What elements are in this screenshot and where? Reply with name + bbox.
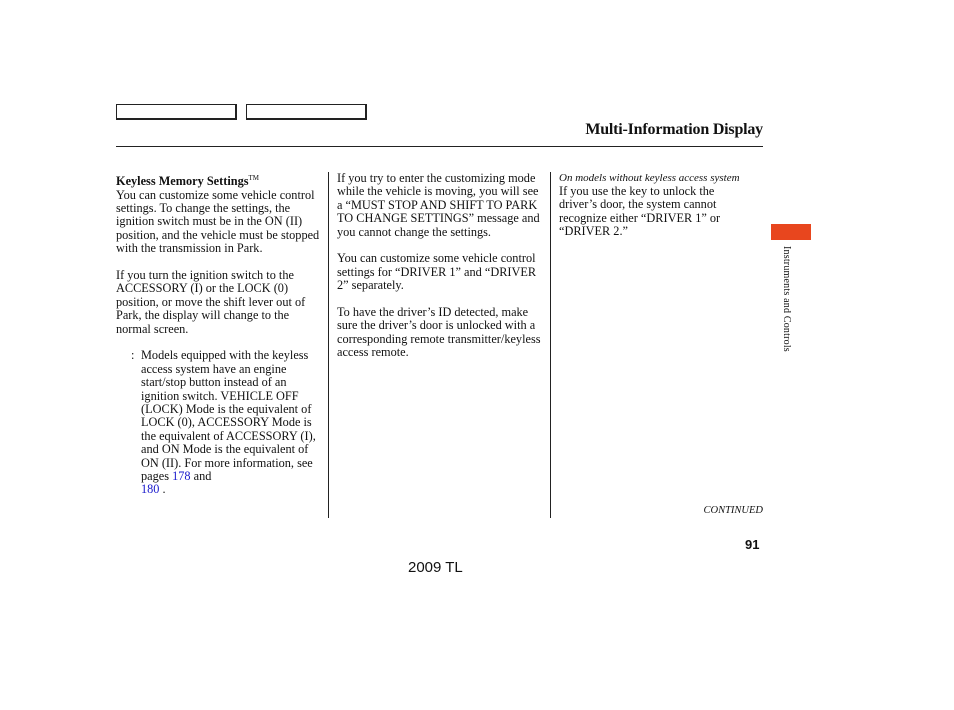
section-side-label: Instruments and Controls [781, 246, 792, 352]
footnote [116, 349, 321, 496]
paragraph: To have the driver’s ID detected, make sure the driver’s door is unlocked with a corresponding remote transmitter/keyless access remote. [337, 305, 541, 360]
column-1 [116, 172, 321, 497]
trademark-mark: TM [248, 174, 260, 182]
section-heading-text: Keyless Memory Settings [116, 174, 249, 189]
paragraph: If you try to enter the customizing mode while the vehicle is moving, you will see a “MUST STOP AND SHIFT TO PARK TO CHANGE SETTINGS” message and you cannot change the settings. [337, 171, 540, 239]
paragraph: If you turn the ignition switch to the ACCESSORY (I) or the LOCK (0) position, or move the shift lever out of Park, the display will change to the normal screen. [116, 267, 306, 336]
column-divider [328, 172, 329, 518]
paragraph: If you use the key to unlock the driver’s door, the system cannot recognize either “DRIVER 1” or “DRIVER 2.” [559, 184, 721, 239]
footnote-end: . [159, 482, 166, 497]
section-color-tab [771, 224, 811, 240]
page-title: Multi-Information Display [585, 121, 763, 138]
column-divider [550, 172, 551, 518]
nav-tab-previous[interactable] [116, 104, 237, 120]
paragraph: You can customize some vehicle control settings for “DRIVER 1” and “DRIVER 2” separately. [337, 251, 537, 293]
footnote-text: Models equipped with the keyless access system have an engine start/stop button instead of an ignition switch. VEHICLE OFF (LOCK) Mode is the equivalent of LOCK (0), ACCESSORY Mode is the equivalent of ACCESSORY (I), and ON Mode is the equivalent of ON (II). For more information, see pages [141, 348, 316, 483]
paragraph: You can customize some vehicle control settings. To change the settings, the ignition switch must be in the ON (II) position, and the vehicle must be stopped with the transmission in Park. [116, 187, 320, 256]
page-link-180[interactable]: 180 [141, 482, 160, 497]
model-applicability-note: On models without keyless access system [559, 172, 740, 184]
page-number: 91 [745, 537, 760, 552]
column-3 [559, 172, 749, 252]
footnote-marker: : [131, 348, 135, 363]
model-year: 2009 TL [408, 559, 463, 576]
section-heading [116, 172, 321, 189]
page-link-178[interactable]: 178 [172, 469, 191, 483]
continued-label: CONTINUED [703, 505, 763, 516]
footnote-conjunction: and [190, 469, 212, 483]
title-divider [116, 146, 763, 147]
nav-tab-next[interactable] [246, 104, 367, 120]
column-2 [337, 172, 542, 373]
